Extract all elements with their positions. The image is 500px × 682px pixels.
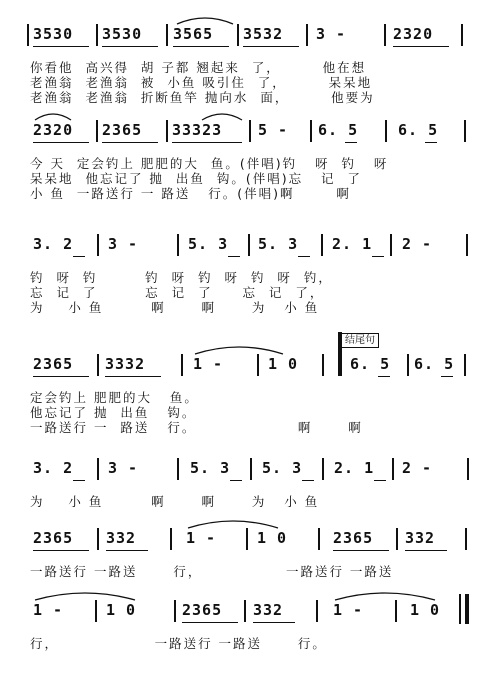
measure: 2365	[33, 529, 74, 547]
measure: 1 -	[33, 601, 64, 619]
measure: 3530	[33, 25, 74, 43]
measure: 3332	[105, 355, 146, 373]
slur	[33, 112, 73, 122]
measure: 2 -	[402, 235, 433, 253]
measure: 332	[106, 529, 137, 547]
measure: 3532	[243, 25, 284, 43]
measure: 2365	[102, 121, 143, 139]
measure: 3565	[173, 25, 214, 43]
slur	[333, 592, 437, 602]
measure: 1 -	[193, 355, 224, 373]
measure: 3 -	[108, 459, 139, 477]
lyric-line: 一路送行 一 路送 行。 啊 啊	[30, 420, 363, 435]
notation-row-1	[0, 22, 500, 46]
slur	[200, 112, 244, 122]
measure: 5. 3	[188, 235, 229, 253]
measure: 332	[253, 601, 284, 619]
measure: 1 0	[257, 529, 288, 547]
measure: 2. 1	[332, 235, 373, 253]
ending-label: 结尾句	[341, 333, 379, 348]
measure: 1 -	[186, 529, 217, 547]
lyric-line: 为 小 鱼 啊 啊 为 小 鱼	[30, 494, 320, 509]
measure: 6. 5	[350, 355, 391, 373]
measure: 2365	[33, 355, 74, 373]
lyric-line: 老渔翁 老渔翁 被 小鱼 吸引住 了， 呆呆地	[30, 75, 373, 90]
measure: 3. 2	[33, 235, 74, 253]
measure: 332	[405, 529, 436, 547]
lyric-line: 钓 呀 钓 钓 呀 钓 呀 钓 呀 钓，	[30, 270, 333, 285]
measure: 6. 5	[318, 121, 359, 139]
notation-row-4	[0, 352, 500, 376]
slur	[193, 346, 285, 356]
slur	[33, 592, 137, 602]
lyric-line: 为 小 鱼 啊 啊 为 小 鱼	[30, 300, 320, 315]
notation-row-6	[0, 526, 500, 550]
lyric-line: 老渔翁 老渔翁 折断鱼竿 抛向水 面， 他要为	[30, 90, 375, 105]
measure: 3 -	[316, 25, 347, 43]
measure: 2320	[393, 25, 434, 43]
measure: 5. 3	[190, 459, 231, 477]
measure: 2365	[182, 601, 223, 619]
measure: 2365	[333, 529, 374, 547]
lyric-line: 今 天 定会钓上 肥肥的大 鱼。(伴唱)钓 呀 钓 呀	[30, 156, 389, 171]
measure: 3 -	[108, 235, 139, 253]
measure: 5. 3	[262, 459, 303, 477]
measure: 33323	[172, 121, 223, 139]
measure: 6. 5	[414, 355, 455, 373]
lyric-line: 忘 记 了 忘 记 了 忘 记 了，	[30, 285, 325, 300]
lyric-line: 行， 一路送行 一路送 行。	[30, 636, 327, 651]
slur	[186, 520, 280, 530]
slur	[175, 16, 235, 26]
measure: 3530	[102, 25, 143, 43]
measure: 1 0	[106, 601, 137, 619]
measure: 1 0	[410, 601, 441, 619]
lyric-line: 他忘记了 抛 出鱼 钩。	[30, 405, 197, 420]
measure: 2. 1	[334, 459, 375, 477]
measure: 3. 2	[33, 459, 74, 477]
measure: 2 -	[402, 459, 433, 477]
lyric-line: 你看他 高兴得 胡 子都 翘起来 了， 他在想	[30, 60, 367, 75]
lyric-line: 定会钓上 肥肥的大 鱼。	[30, 390, 199, 405]
measure: 6. 5	[398, 121, 439, 139]
lyric-line: 一路送行 一路送 行， 一路送行 一路送	[30, 564, 394, 579]
lyric-line: 小 鱼 一路送行 一 路送 行。(伴唱)啊 啊	[30, 186, 351, 201]
notation-row-3	[0, 232, 500, 256]
measure: 5. 3	[258, 235, 299, 253]
notation-row-7	[0, 598, 500, 622]
notation-row-5	[0, 456, 500, 480]
measure: 5 -	[258, 121, 289, 139]
measure: 1 -	[333, 601, 364, 619]
measure: 1 0	[268, 355, 299, 373]
notation-row-2	[0, 118, 500, 142]
lyric-line: 呆呆地 他忘记了 抛 出鱼 钩。(伴唱)忘 记 了	[30, 171, 362, 186]
measure: 2320	[33, 121, 74, 139]
